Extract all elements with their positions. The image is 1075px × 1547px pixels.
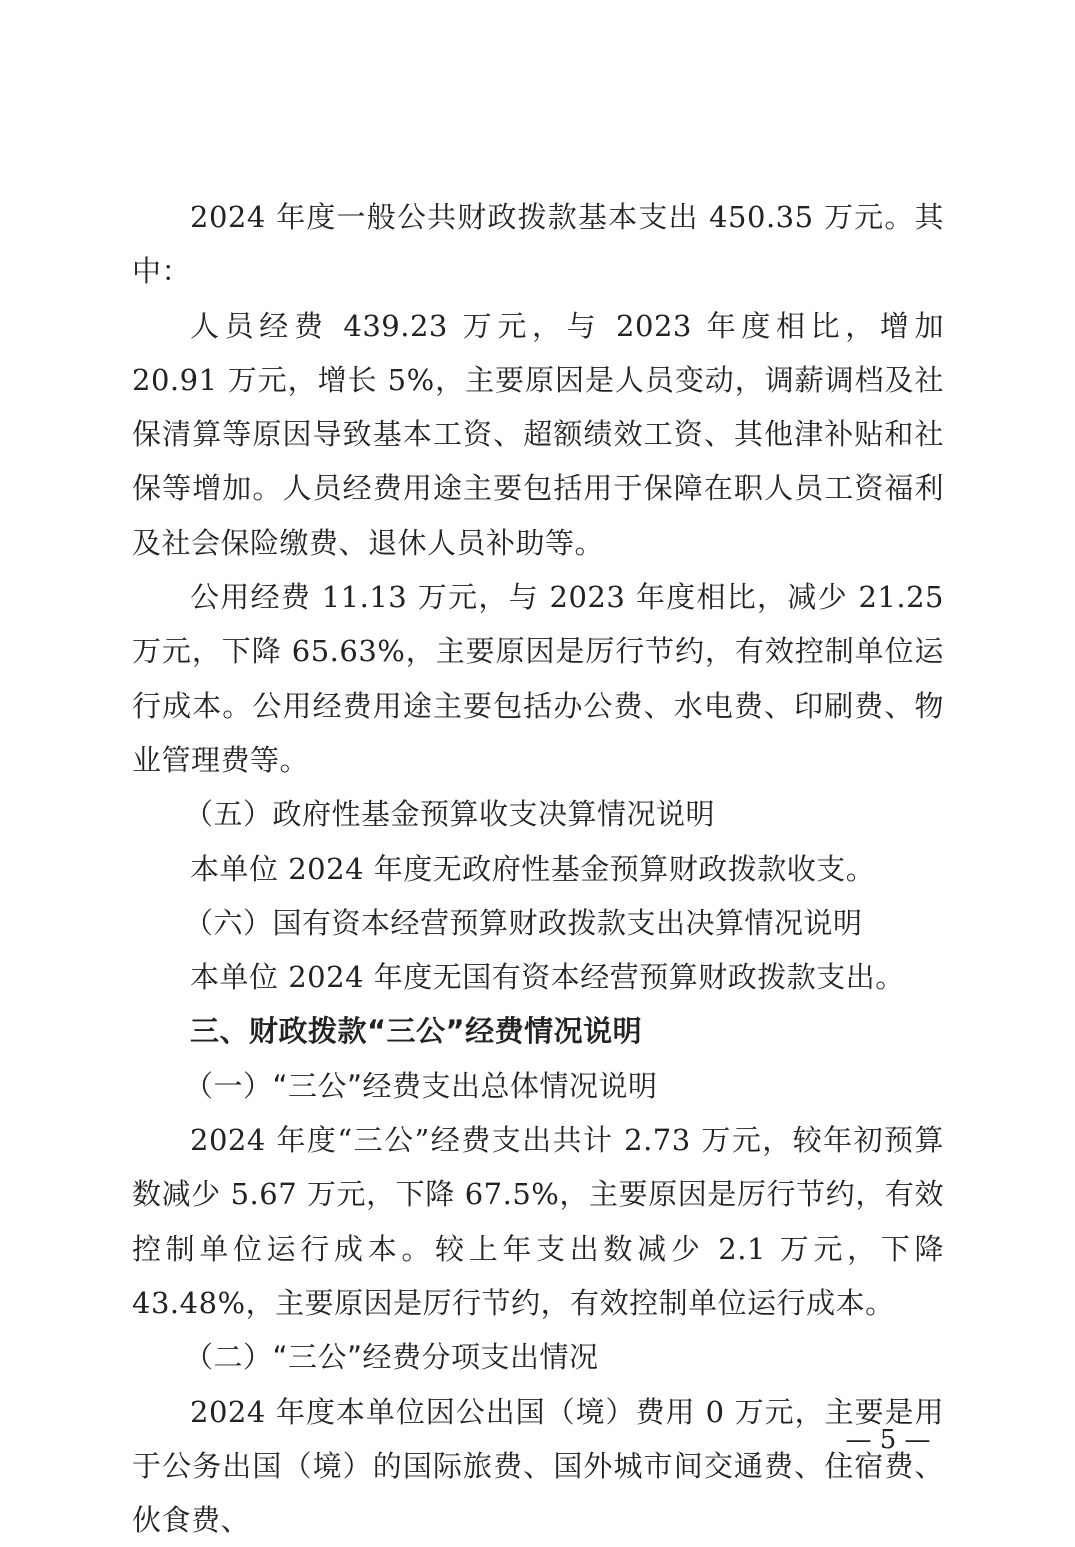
section-heading-government-fund: （五）政府性基金预算收支决算情况说明 [184,797,716,832]
paragraph-government-fund: 本单位 2024 年度无政府性基金预算财政拨款收支。 [190,851,876,886]
subheading-three-public-overall: （一）“三公”经费支出总体情况说明 [184,1068,658,1103]
paragraph-state-capital: 本单位 2024 年度无国有资本经营预算财政拨款支出。 [190,960,905,995]
paragraph-overseas-travel: 2024 年度本单位因公出国（境）费用 0 万元，主要是用于公务出国（境）的国际旅费、国外城市间交通费、住宿费、伙食费、 [132,1394,944,1538]
paragraph-basic-expenditure: 2024 年度一般公共财政拨款基本支出 450.35 万元。其中： [132,200,944,289]
subheading-three-public-items: （二）“三公”经费分项支出情况 [184,1340,599,1375]
document-body [132,190,944,1547]
section-heading-state-capital: （六）国有资本经营预算财政拨款支出决算情况说明 [184,905,863,940]
page-number: — 5 — [845,1425,931,1455]
section-heading-three-public: 三、财政拨款“三公”经费情况说明 [190,1014,643,1049]
paragraph-public-expenses: 公用经费 11.13 万元，与 2023 年度相比，减少 21.25 万元，下降 65.63%，主要原因是厉行节约，有效控制单位运行成本。公用经费用途主要包括办公费、水电费、印刷费、物业管理费等。 [132,580,944,777]
paragraph-three-public-overall: 2024 年度“三公”经费支出共计 2.73 万元，较年初预算数减少 5.67 万元，下降 67.5%，主要原因是厉行节约，有效控制单位运行成本。较上年支出数减少 2.1 万元，下降 43.48%，主要原因是厉行节约，有效控制单位运行成本。 [132,1123,944,1320]
paragraph-personnel-expenses: 人员经费 439.23 万元，与 2023 年度相比，增加 20.91 万元，增长 5%，主要原因是人员变动，调薪调档及社保清算等原因导致基本工资、超额绩效工资、其他津补贴和社保等增加。人员经费用途主要包括用于保障在职人员工资福利及社会保险缴费、退休人员补助等。 [132,308,944,560]
